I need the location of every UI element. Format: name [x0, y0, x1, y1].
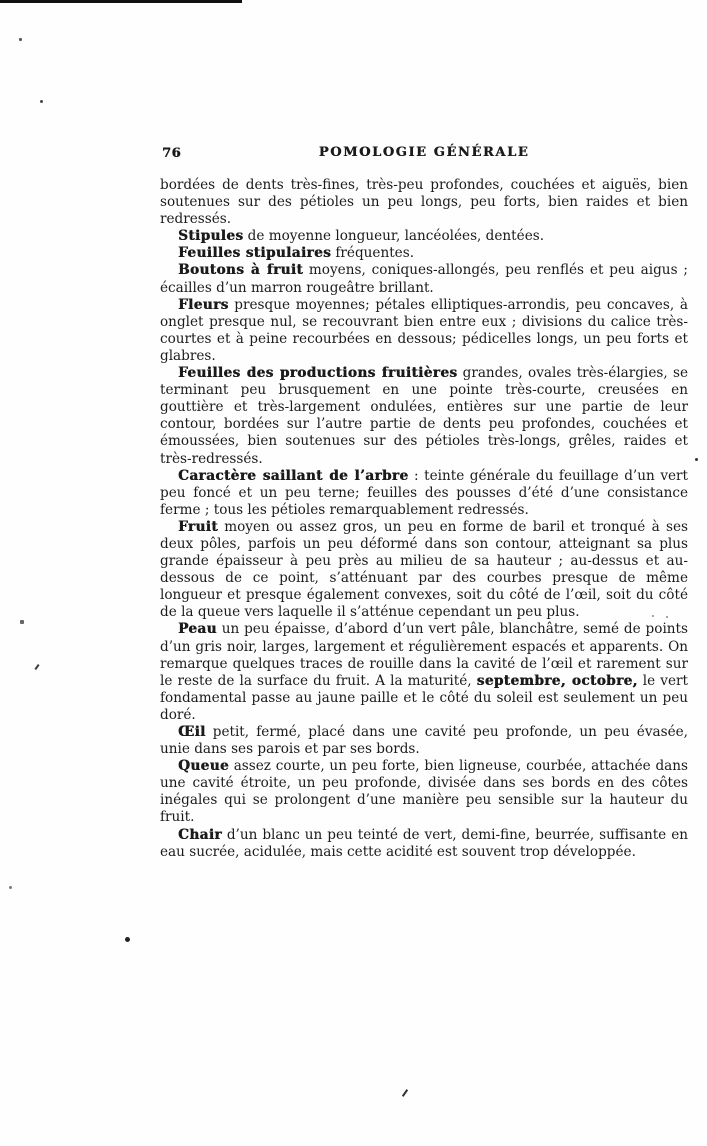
paragraph [160, 724, 688, 758]
scan-speck [40, 100, 43, 103]
paragraph-text: d’un blanc un peu teinté de vert, demi-fine, beurrée, suffisante en eau sucrée, acidulée, mais cette acidité est souvent trop développée. [160, 826, 688, 860]
scan-artifact-top-bar [0, 0, 242, 3]
paragraph-text: : teinte générale du feuillage d’un vert peu foncé et un peu terne; feuilles des pousses d’été d’une consistance ferme ; tous les pétioles remarquablement redressés. [160, 467, 688, 518]
paragraph-text: de moyenne longueur, lancéolées, dentées. [243, 228, 545, 245]
paragraph-text: moyen ou assez gros, un peu en forme de baril et tronqué à ses deux pôles, parfois un peu déformé dans son contour, atteignant sa plus grande épaisseur à peu près au milieu de sa hauteur ; au-dessus et au-dessous de ce point, s’atténuant par des courbes presque de même longueur et presque également convexes, soit du côté de l’œil, soit du côté de la queue vers laquelle il s’atténue cependant un peu plus. [160, 518, 688, 621]
scan-speck [402, 1089, 408, 1097]
paragraph-text: assez courte, un peu forte, bien ligneuse, courbée, attachée dans une cavité étroite, un peu profonde, divisée dans ses bords en des côtes inégales qui se prolongent d’une manière peu sensible sur la hauteur du fruit. [160, 758, 688, 826]
paragraph-text: le vert fondamental passe au jaune paille et le côté du soleil est seulement un peu doré. [160, 672, 688, 723]
paragraph-lead-bold: Œil [178, 724, 206, 740]
paragraph-lead-bold: Chair [178, 826, 222, 843]
paragraph [160, 468, 688, 519]
paragraph-lead-bold: Feuilles stipulaires [178, 245, 332, 262]
scan-speck [20, 620, 24, 624]
paragraph [160, 177, 688, 228]
paragraph-lead-bold: Stipules [178, 228, 244, 245]
paragraph-text: un peu épaisse, d’abord d’un vert pâle, blanchâtre, semé de points d’un gris noir, larges, largement et régulièrement espacés et apparents. On remarque quelques traces de rouille dans la cavité de l’œil et rarement sur le reste de la surface du fruit. A la maturité, [160, 621, 688, 689]
paragraph-lead-bold: Fleurs [178, 296, 229, 313]
scan-speck [34, 664, 39, 670]
paragraph [160, 365, 688, 468]
paragraph [160, 758, 688, 826]
paragraph [160, 262, 688, 296]
paragraph-lead-bold: septembre, octobre, [476, 672, 638, 689]
paragraph-text: moyens, coniques-allongés, peu renflés et peu aigus ; écailles d’un marron rougeâtre brillant. [160, 262, 688, 296]
paragraph-text: presque moyennes; pétales elliptiques-arrondis, peu concaves, à onglet presque nul, se recouvrant bien entre eux ; divisions du calice très-courtes et à peine recourbées en dessous; pédicelles longs, un peu forts et glabres. [160, 296, 688, 364]
paragraph-lead-bold: Fruit [178, 518, 218, 535]
paragraph [160, 297, 688, 365]
paragraph-text: petit, fermé, placé dans une cavité peu profonde, un peu évasée, unie dans ses parois et par ses bords. [160, 724, 688, 758]
running-title: POMOLOGIE GÉNÉRALE [318, 145, 530, 160]
paragraph-lead-bold: Queue [178, 758, 229, 775]
text-block [160, 177, 688, 861]
page-number: 76 [162, 146, 182, 161]
paragraph-lead-bold: Caractère saillant de l’arbre [178, 467, 409, 484]
paragraph [160, 519, 688, 622]
paragraph-text: fréquentes. [331, 245, 415, 262]
page-header [160, 145, 688, 163]
paragraph-lead-bold: Boutons à fruit [178, 262, 304, 279]
paragraph-text: bordées de dents très-fines, très-peu profondes, couchées et aiguës, bien soutenues sur des pétioles un peu longs, peu forts, bien raides et bien redressés. [160, 177, 688, 228]
scan-speck [695, 458, 698, 461]
scan-speck [9, 886, 12, 889]
paragraph [160, 228, 688, 245]
paragraph [160, 245, 688, 262]
paragraph-text: grandes, ovales très-élargies, se terminant peu brusquement en une pointe très-courte, creusées en gouttière et très-largement ondulées, entières sur une partie de leur contour, bordées sur l’autre partie de dents peu profondes, couchées et émoussées, bien soutenues sur des pétioles très-longs, grêles, raides et très-redressés. [160, 365, 688, 467]
paragraph-lead-bold: Peau [178, 621, 217, 638]
paragraph [160, 827, 688, 861]
scan-speck [125, 937, 130, 942]
paragraph-lead-bold: Feuilles des productions fruitières [178, 365, 458, 382]
scan-speck [19, 38, 22, 41]
paragraph [160, 621, 688, 724]
